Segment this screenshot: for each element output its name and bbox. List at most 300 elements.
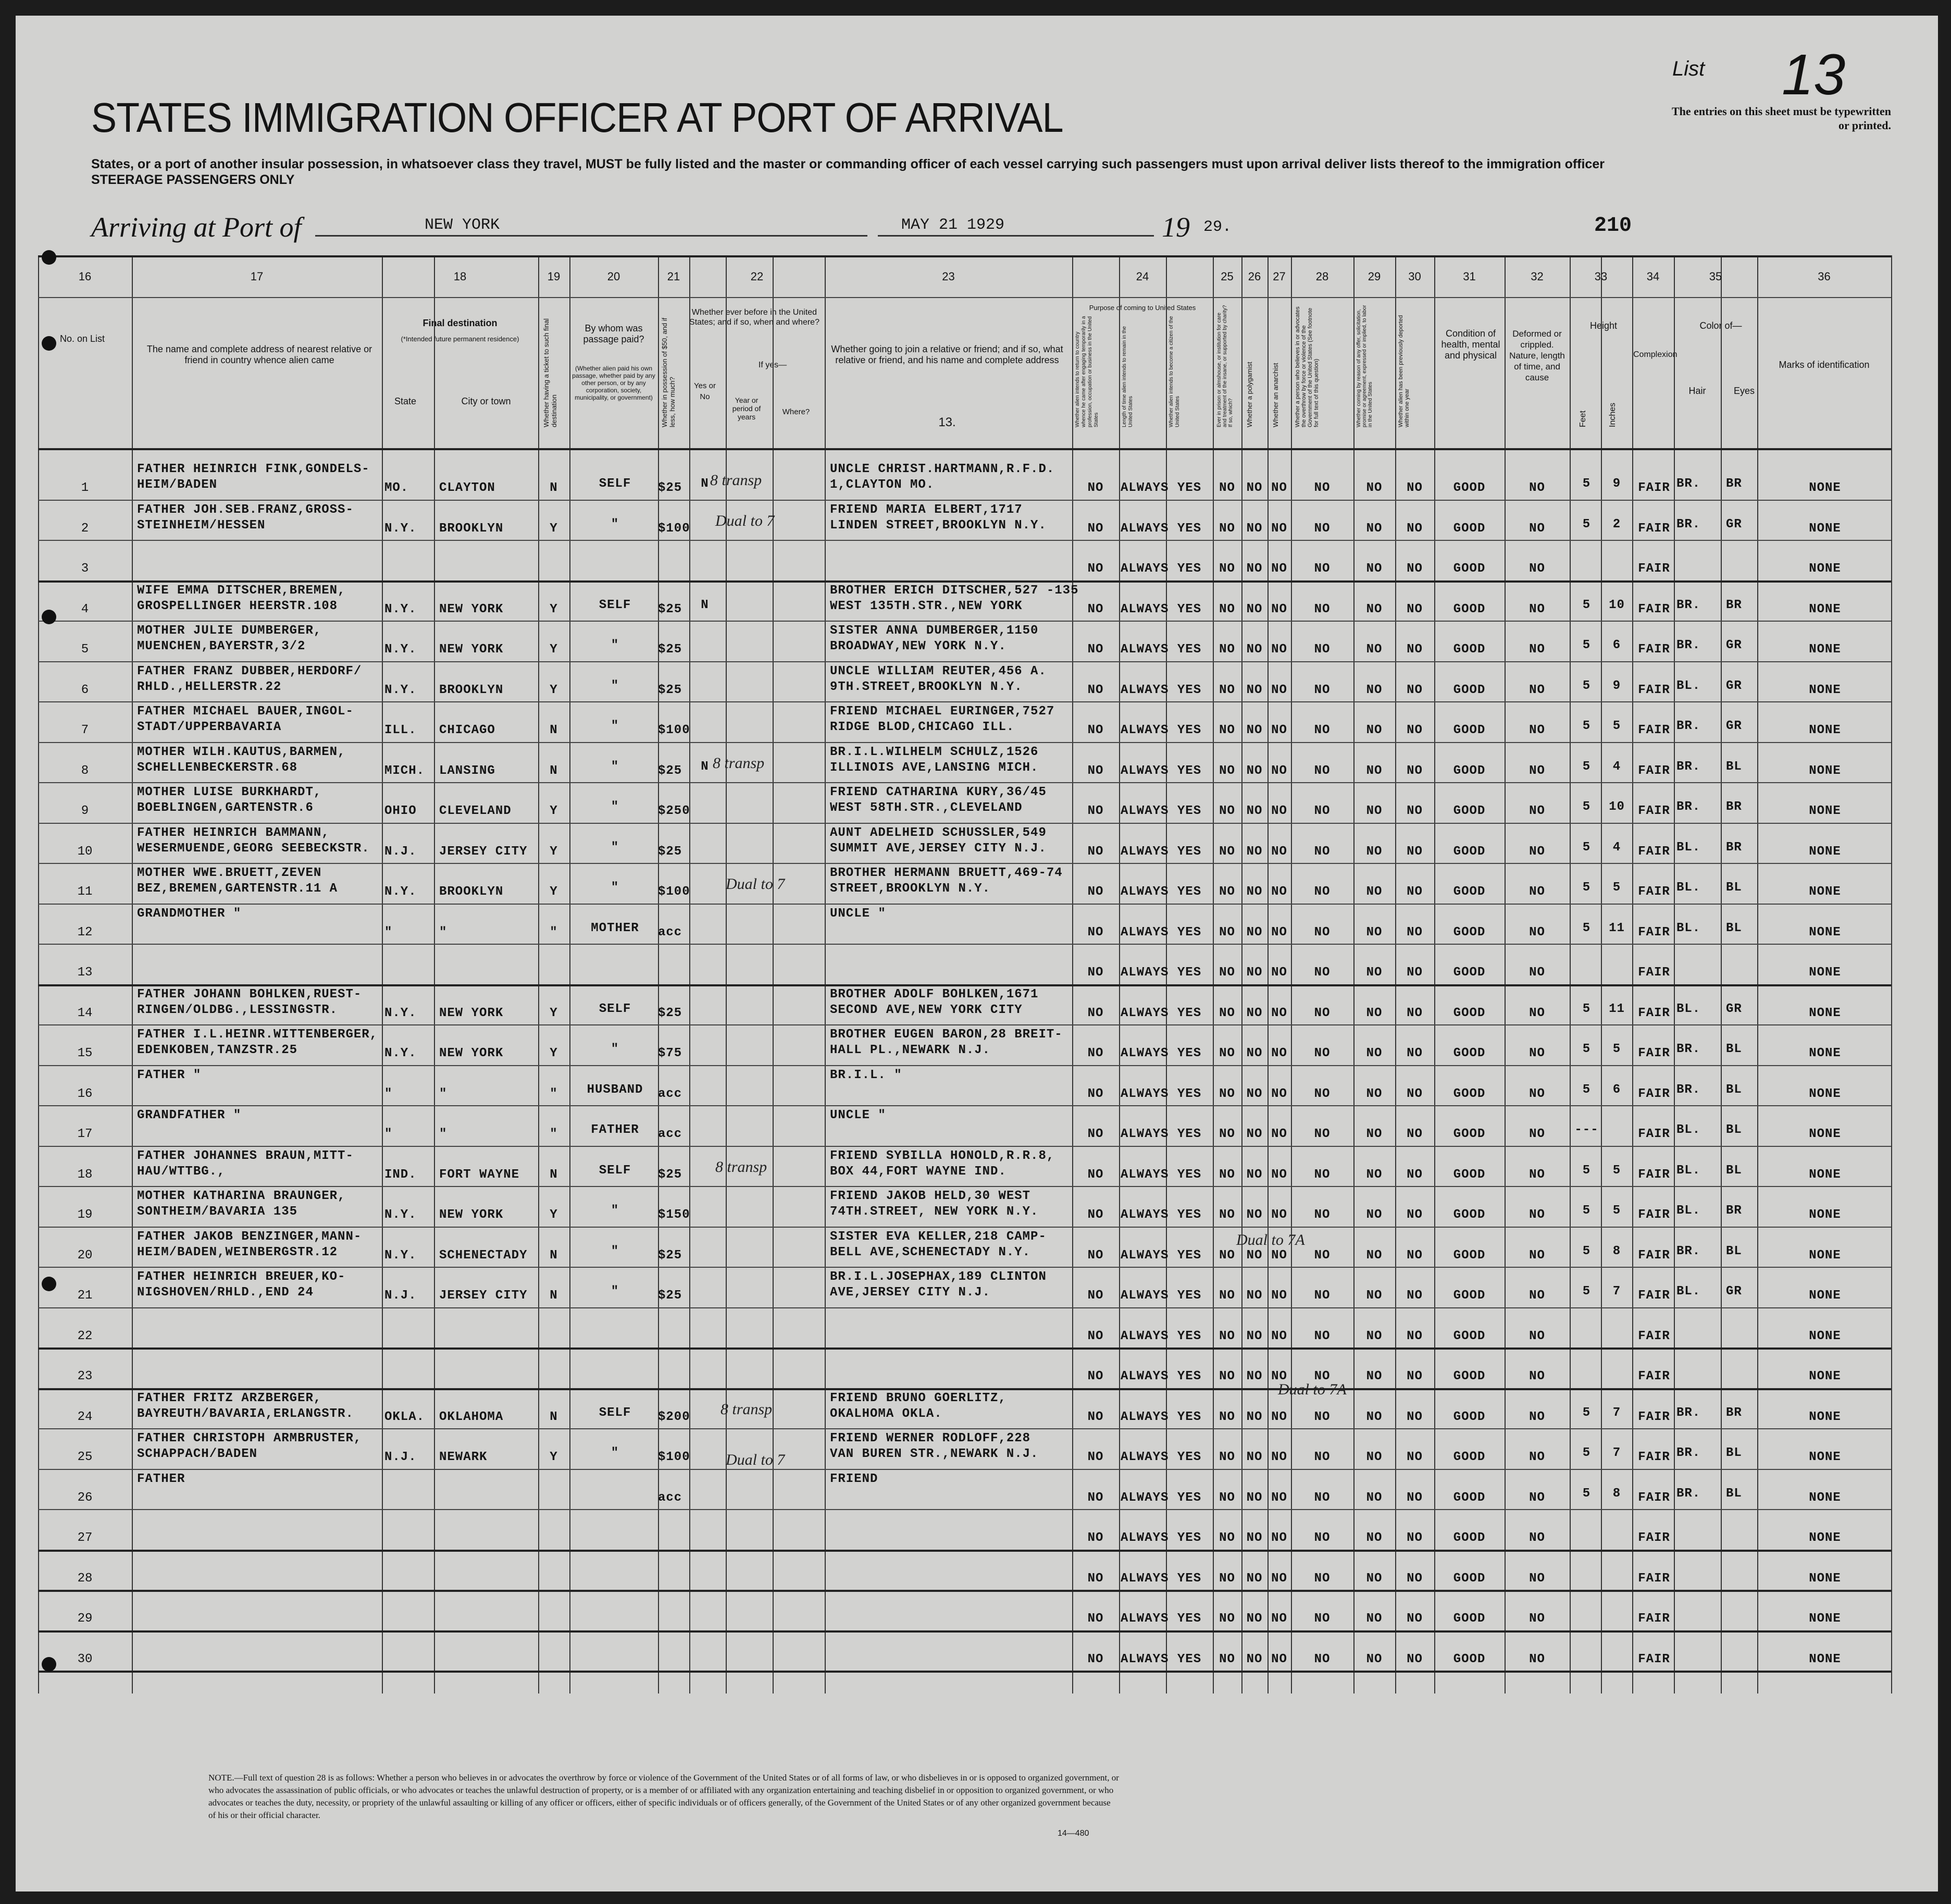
- length-of-stay: ALWAYS: [1121, 1652, 1169, 1666]
- deported-value: NO: [1407, 1006, 1423, 1020]
- relative-address: RINGEN/OLDBG.,LESSINGSTR.: [137, 1003, 338, 1017]
- marks-value: NONE: [1809, 1248, 1841, 1263]
- return-intent: NO: [1087, 1208, 1104, 1222]
- col-header-money: Whether in possession of $50, and if less, how much?: [661, 317, 676, 427]
- health-value: GOOD: [1453, 1289, 1486, 1303]
- column-number: 16: [78, 270, 92, 283]
- return-intent: NO: [1087, 1046, 1104, 1060]
- citizenship-intent: YES: [1177, 1167, 1202, 1182]
- joining-relative: ILLINOIS AVE,LANSING MICH.: [830, 760, 1039, 775]
- deformed-value: NO: [1529, 1329, 1545, 1343]
- overthrow-value: NO: [1314, 1329, 1331, 1343]
- complexion-value: FAIR: [1638, 481, 1670, 495]
- col-header-no: No. on List: [59, 333, 105, 344]
- col-header-destination: Final destination: [422, 318, 498, 328]
- complexion-value: FAIR: [1638, 1046, 1670, 1060]
- height-inches: 4: [1612, 759, 1621, 774]
- eye-color: BR: [1726, 477, 1742, 491]
- complexion-value: FAIR: [1638, 1127, 1670, 1141]
- destination-state: ": [384, 925, 393, 939]
- destination-city: JERSEY CITY: [439, 1289, 528, 1303]
- destination-city: NEW YORK: [439, 1046, 504, 1060]
- joining-relative: BR.I.L. ": [830, 1068, 902, 1082]
- overthrow-value: NO: [1314, 1127, 1331, 1141]
- overthrow-value: NO: [1314, 925, 1331, 939]
- health-value: GOOD: [1453, 1248, 1486, 1263]
- polygamist-value: NO: [1246, 1006, 1263, 1020]
- length-of-stay: ALWAYS: [1121, 1490, 1169, 1505]
- binder-hole: [42, 250, 56, 265]
- deported-value: NO: [1407, 1612, 1423, 1626]
- destination-state: N.J.: [384, 1450, 417, 1464]
- offer-value: NO: [1366, 1167, 1383, 1182]
- relative-address: FATHER JOHANN BOHLKEN,RUEST-: [137, 987, 362, 1002]
- polygamist-value: NO: [1246, 1248, 1263, 1263]
- prison-value: NO: [1219, 804, 1235, 818]
- column-number: 21: [667, 270, 680, 283]
- length-of-stay: ALWAYS: [1121, 562, 1169, 576]
- length-of-stay: ALWAYS: [1121, 1086, 1169, 1101]
- health-value: GOOD: [1453, 1450, 1486, 1464]
- year-prefix: 19: [1162, 212, 1190, 243]
- deformed-value: NO: [1529, 1571, 1545, 1586]
- hair-color: BR.: [1676, 477, 1701, 491]
- health-value: GOOD: [1453, 1046, 1486, 1060]
- deformed-value: NO: [1529, 844, 1545, 859]
- destination-city: BROOKLYN: [439, 885, 504, 899]
- handwritten-annotation: Dual to 7A: [1278, 1381, 1347, 1398]
- row-rule: [38, 661, 1891, 662]
- offer-value: NO: [1366, 966, 1383, 980]
- height-feet: 5: [1582, 1284, 1591, 1299]
- offer-value: NO: [1366, 481, 1383, 495]
- ticket-value: N: [550, 1410, 558, 1424]
- polygamist-value: NO: [1246, 1289, 1263, 1303]
- joining-relative: VAN BUREN STR.,NEWARK N.J.: [830, 1447, 1039, 1461]
- relative-address: FATHER CHRISTOPH ARMBRUSTER,: [137, 1431, 362, 1445]
- before-us-value: N: [701, 598, 709, 612]
- relative-address: FATHER: [137, 1472, 185, 1486]
- height-feet: 5: [1582, 881, 1591, 895]
- col-header-complexion: Complexion: [1633, 350, 1677, 359]
- citizenship-intent: YES: [1177, 885, 1202, 899]
- prison-value: NO: [1219, 481, 1235, 495]
- deformed-value: NO: [1529, 1289, 1545, 1303]
- complexion-value: FAIR: [1638, 642, 1670, 657]
- joining-relative: RIDGE BLOD,CHICAGO ILL.: [830, 720, 1015, 734]
- deformed-value: NO: [1529, 1046, 1545, 1060]
- ticket-value: Y: [550, 521, 558, 536]
- eye-color: BL: [1726, 1163, 1742, 1178]
- eye-color: BL: [1726, 759, 1742, 774]
- polygamist-value: NO: [1246, 1329, 1263, 1343]
- col-header-destination-note: (*Intended future permanent residence): [401, 335, 519, 343]
- overthrow-value: NO: [1314, 1086, 1331, 1101]
- joining-relative: LINDEN STREET,BROOKLYN N.Y.: [830, 518, 1047, 533]
- money-value: $200: [658, 1410, 690, 1424]
- deformed-value: NO: [1529, 1410, 1545, 1424]
- relative-address: WESERMUENDE,GEORG SEEBECKSTR.: [137, 841, 370, 856]
- deported-value: NO: [1407, 521, 1423, 536]
- col-header-polygamist: Whether a polygamist: [1246, 362, 1253, 427]
- length-of-stay: ALWAYS: [1121, 925, 1169, 939]
- offer-value: NO: [1366, 1369, 1383, 1383]
- anarchist-value: NO: [1271, 1127, 1287, 1141]
- deformed-value: NO: [1529, 1531, 1545, 1545]
- hair-color: BR.: [1676, 638, 1701, 652]
- citizenship-intent: YES: [1177, 1248, 1202, 1263]
- offer-value: NO: [1366, 562, 1383, 576]
- eye-color: GR: [1726, 678, 1742, 693]
- prison-value: NO: [1219, 521, 1235, 536]
- polygamist-value: NO: [1246, 1410, 1263, 1424]
- joining-relative: FRIEND SYBILLA HONOLD,R.R.8,: [830, 1148, 1055, 1163]
- money-value: $25: [658, 844, 682, 859]
- polygamist-value: NO: [1246, 521, 1263, 536]
- complexion-value: FAIR: [1638, 1289, 1670, 1303]
- column-number: 30: [1408, 270, 1421, 283]
- length-of-stay: ALWAYS: [1121, 683, 1169, 697]
- col-header-feet: Feet: [1579, 410, 1587, 427]
- citizenship-intent: YES: [1177, 925, 1202, 939]
- complexion-value: FAIR: [1638, 1006, 1670, 1020]
- col-header-relative: The name and complete address of nearest relative or friend in country whence alien came: [146, 344, 372, 365]
- height-feet: 5: [1582, 921, 1591, 935]
- marks-value: NONE: [1809, 723, 1841, 737]
- deformed-value: NO: [1529, 804, 1545, 818]
- money-value: $25: [658, 602, 682, 616]
- handwritten-annotation: 8 transp: [713, 754, 765, 772]
- subtitle-line-1: States, or a port of another insular possession, in whatsoever class they travel, MUST be fully listed and the master or commanding officer of each vessel carrying such passengers must upon arrival deliver lists thereof to the immigration officer: [91, 157, 1605, 171]
- column-rule: [689, 255, 690, 1693]
- column-rule: [1757, 255, 1758, 1693]
- destination-state: OHIO: [384, 804, 417, 818]
- prison-value: NO: [1219, 885, 1235, 899]
- column-number: 31: [1463, 270, 1476, 283]
- row-rule: [38, 782, 1891, 783]
- col-header-health: Condition of health, mental and physical: [1441, 328, 1500, 361]
- prison-value: NO: [1219, 1127, 1235, 1141]
- polygamist-value: NO: [1246, 966, 1263, 980]
- polygamist-value: NO: [1246, 683, 1263, 697]
- polygamist-value: NO: [1246, 1531, 1263, 1545]
- col-header-anarchist: Whether an anarchist: [1272, 363, 1279, 427]
- marks-value: NONE: [1809, 1652, 1841, 1666]
- eye-color: BL: [1726, 1446, 1742, 1460]
- marks-value: NONE: [1809, 1086, 1841, 1101]
- prison-value: NO: [1219, 1006, 1235, 1020]
- polygamist-value: NO: [1246, 1167, 1263, 1182]
- port-value: NEW YORK: [425, 216, 500, 234]
- footnote: NOTE.—Full text of question 28 is as follows: Whether a person who believes in or advocates the overthrow by force or violence of the Government of the United States or of all forms of law, or who disbelieves in or is opposed to organized government, or who advocates the assassination of public officials, or who advocates or teaches the unlawful destruction of property, or is a member of or affiliated with any organization entertaining and teaching disbelief in or opposition to organized government, or who advocates or teaches the duty, necessity, or propriety of the unlawful assaulting or killing of any officer or officers, either of specific individuals or of officers generally, of the Government of the United States or of any other organized government because of his or their official character.: [208, 1773, 1119, 1820]
- length-of-stay: ALWAYS: [1121, 885, 1169, 899]
- column-number: 25: [1221, 270, 1234, 283]
- deported-value: NO: [1407, 1369, 1423, 1383]
- subtitle-line-2: STEERAGE PASSENGERS ONLY: [91, 172, 295, 187]
- overthrow-value: NO: [1314, 1167, 1331, 1182]
- row-number: 14: [77, 1006, 93, 1020]
- height-inches: 9: [1612, 678, 1621, 693]
- row-rule: [38, 1509, 1891, 1510]
- joining-relative: UNCLE CHRIST.HARTMANN,R.F.D.: [830, 462, 1055, 476]
- row-number: 30: [77, 1652, 93, 1666]
- length-of-stay: ALWAYS: [1121, 481, 1169, 495]
- height-inches: 8: [1612, 1486, 1621, 1501]
- polygamist-value: NO: [1246, 1612, 1263, 1626]
- offer-value: NO: [1366, 1612, 1383, 1626]
- col-header-joining: Whether going to join a relative or friend; and if so, what relative or friend, and his name and complete address: [831, 344, 1063, 365]
- citizenship-intent: YES: [1177, 1531, 1202, 1545]
- prison-value: NO: [1219, 1248, 1235, 1263]
- money-value: $25: [658, 1006, 682, 1020]
- destination-state: N.J.: [384, 1289, 417, 1303]
- return-intent: NO: [1087, 1410, 1104, 1424]
- hair-color: BL.: [1676, 921, 1701, 935]
- anarchist-value: NO: [1271, 562, 1287, 576]
- column-number: 28: [1315, 270, 1329, 283]
- joining-relative: BROTHER ADOLF BOHLKEN,1671: [830, 987, 1039, 1002]
- return-intent: NO: [1087, 966, 1104, 980]
- row-number: 3: [81, 562, 89, 576]
- eye-color: BL: [1726, 921, 1742, 935]
- ticket-value: Y: [550, 1006, 558, 1020]
- height-feet: 5: [1582, 1405, 1591, 1420]
- destination-city: CHICAGO: [439, 723, 495, 737]
- length-of-stay: ALWAYS: [1121, 1167, 1169, 1182]
- destination-state: N.Y.: [384, 683, 417, 697]
- eye-color: BL: [1726, 1042, 1742, 1056]
- column-rule: [132, 255, 133, 1693]
- polygamist-value: NO: [1246, 844, 1263, 859]
- passage-paid-by: ": [611, 881, 619, 895]
- return-intent: NO: [1087, 562, 1104, 576]
- return-intent: NO: [1087, 885, 1104, 899]
- length-of-stay: ALWAYS: [1121, 602, 1169, 616]
- complexion-value: FAIR: [1638, 1086, 1670, 1101]
- citizenship-intent: YES: [1177, 1127, 1202, 1141]
- deformed-value: NO: [1529, 1006, 1545, 1020]
- marks-value: NONE: [1809, 804, 1841, 818]
- height-feet: 5: [1582, 598, 1591, 612]
- joining-relative: FRIEND MARIA ELBERT,1717: [830, 502, 1023, 517]
- passage-paid-by: ": [611, 719, 619, 733]
- relative-address: MUENCHEN,BAYERSTR,3/2: [137, 639, 306, 653]
- return-intent: NO: [1087, 925, 1104, 939]
- return-intent: NO: [1087, 683, 1104, 697]
- row-number: 29: [77, 1612, 93, 1626]
- health-value: GOOD: [1453, 1127, 1486, 1141]
- marks-value: NONE: [1809, 1167, 1841, 1182]
- complexion-value: FAIR: [1638, 723, 1670, 737]
- destination-state: IND.: [384, 1167, 417, 1182]
- row-rule: [38, 1105, 1891, 1106]
- row-number: 4: [81, 602, 89, 616]
- offer-value: NO: [1366, 804, 1383, 818]
- column-number: 19: [547, 270, 561, 283]
- relative-address: MOTHER WILH.KAUTUS,BARMEN,: [137, 745, 346, 759]
- relative-address: BAYREUTH/BAVARIA,ERLANGSTR.: [137, 1406, 354, 1421]
- row-number: 9: [81, 804, 89, 818]
- row-rule: [38, 255, 1891, 257]
- return-intent: NO: [1087, 1248, 1104, 1263]
- destination-city: NEWARK: [439, 1450, 488, 1464]
- prison-value: NO: [1219, 1289, 1235, 1303]
- height-feet: 5: [1582, 1163, 1591, 1178]
- prison-value: NO: [1219, 642, 1235, 657]
- joining-relative: 74TH.STREET, NEW YORK N.Y.: [830, 1205, 1039, 1219]
- health-value: GOOD: [1453, 925, 1486, 939]
- overthrow-value: NO: [1314, 683, 1331, 697]
- return-intent: NO: [1087, 763, 1104, 778]
- overthrow-value: NO: [1314, 723, 1331, 737]
- anarchist-value: NO: [1271, 1410, 1287, 1424]
- deported-value: NO: [1407, 1208, 1423, 1222]
- overthrow-value: NO: [1314, 763, 1331, 778]
- height-feet: 5: [1582, 1042, 1591, 1056]
- relative-address: SCHAPPACH/BADEN: [137, 1447, 258, 1461]
- relative-address: HEIM/BADEN,WEINBERGSTR.12: [137, 1245, 338, 1259]
- handwritten-annotation: Dual to 7A: [1236, 1231, 1305, 1248]
- binder-hole: [42, 1277, 56, 1291]
- health-value: GOOD: [1453, 562, 1486, 576]
- row-rule: [38, 1590, 1891, 1592]
- complexion-value: FAIR: [1638, 1612, 1670, 1626]
- prison-value: NO: [1219, 1208, 1235, 1222]
- eye-color: BR: [1726, 598, 1742, 612]
- money-value: $25: [658, 481, 682, 495]
- joining-relative: SECOND AVE,NEW YORK CITY: [830, 1003, 1023, 1017]
- height-inches: 9: [1612, 477, 1621, 491]
- height-feet: 5: [1582, 1244, 1591, 1258]
- health-value: GOOD: [1453, 1086, 1486, 1101]
- relative-address: FATHER HEINRICH FINK,GONDELS-: [137, 462, 370, 476]
- handwritten-annotation: Dual to 7: [715, 512, 775, 529]
- marks-value: NONE: [1809, 562, 1841, 576]
- row-rule: [38, 944, 1891, 945]
- page-title: STATES IMMIGRATION OFFICER AT PORT OF ARRIVAL: [91, 94, 1063, 141]
- prison-value: NO: [1219, 1652, 1235, 1666]
- prison-value: NO: [1219, 1450, 1235, 1464]
- health-value: GOOD: [1453, 1612, 1486, 1626]
- length-of-stay: ALWAYS: [1121, 1208, 1169, 1222]
- return-intent: NO: [1087, 804, 1104, 818]
- marks-value: NONE: [1809, 521, 1841, 536]
- row-rule: [38, 1428, 1891, 1429]
- row-number: 24: [77, 1410, 93, 1424]
- hair-color: BL.: [1676, 1163, 1701, 1178]
- column-number: 23: [942, 270, 955, 283]
- deformed-value: NO: [1529, 642, 1545, 657]
- money-value: $25: [658, 1167, 682, 1182]
- relative-address: FATHER I.L.HEINR.WITTENBERGER,: [137, 1028, 378, 1042]
- deformed-value: NO: [1529, 885, 1545, 899]
- relative-address: FATHER FRITZ ARZBERGER,: [137, 1391, 322, 1405]
- anarchist-value: NO: [1271, 1329, 1287, 1343]
- money-value: $25: [658, 763, 682, 778]
- destination-state: N.Y.: [384, 602, 417, 616]
- height-feet: 5: [1582, 759, 1591, 774]
- money-value: acc: [658, 1086, 682, 1101]
- column-rule: [825, 255, 826, 1693]
- joining-relative: WEST 58TH.STR.,CLEVELAND: [830, 801, 1023, 815]
- height-inches: 6: [1612, 1082, 1621, 1097]
- eye-color: BL: [1726, 881, 1742, 895]
- length-of-stay: ALWAYS: [1121, 1410, 1169, 1424]
- prison-value: NO: [1219, 925, 1235, 939]
- ticket-value: N: [550, 1248, 558, 1263]
- health-value: GOOD: [1453, 1410, 1486, 1424]
- offer-value: NO: [1366, 1329, 1383, 1343]
- money-value: $100: [658, 885, 690, 899]
- eye-color: BL: [1726, 1244, 1742, 1258]
- passage-paid-by: ": [611, 1244, 619, 1258]
- column-rule: [38, 255, 39, 1693]
- row-rule: [38, 1065, 1891, 1066]
- return-intent: NO: [1087, 1006, 1104, 1020]
- eye-color: BR: [1726, 1405, 1742, 1420]
- complexion-value: FAIR: [1638, 683, 1670, 697]
- anarchist-value: NO: [1271, 1490, 1287, 1505]
- row-rule: [38, 1630, 1891, 1633]
- joining-relative: 9TH.STREET,BROOKLYN N.Y.: [830, 679, 1023, 694]
- anarchist-value: NO: [1271, 1289, 1287, 1303]
- manifest-table: [38, 255, 1891, 1714]
- joining-relative: BR.I.L.JOSEPHAX,189 CLINTON: [830, 1270, 1047, 1284]
- anarchist-value: NO: [1271, 723, 1287, 737]
- deformed-value: NO: [1529, 1369, 1545, 1383]
- arriving-label: Arriving at Port of: [91, 212, 302, 243]
- row-number: 1: [81, 481, 89, 495]
- deformed-value: NO: [1529, 683, 1545, 697]
- hair-color: BR.: [1676, 1244, 1701, 1258]
- joining-relative: FRIEND MICHAEL EURINGER,7527: [830, 704, 1055, 719]
- offer-value: NO: [1366, 1410, 1383, 1424]
- destination-city: ": [439, 925, 448, 939]
- hair-color: BR.: [1676, 598, 1701, 612]
- height-inches: 5: [1612, 881, 1621, 895]
- destination-city: FORT WAYNE: [439, 1167, 520, 1182]
- deformed-value: NO: [1529, 1086, 1545, 1101]
- marks-value: NONE: [1809, 1046, 1841, 1060]
- deported-value: NO: [1407, 562, 1423, 576]
- marks-value: NONE: [1809, 885, 1841, 899]
- offer-value: NO: [1366, 642, 1383, 657]
- marks-value: NONE: [1809, 1612, 1841, 1626]
- deformed-value: NO: [1529, 723, 1545, 737]
- destination-city: NEW YORK: [439, 1208, 504, 1222]
- relative-address: GROSPELLINGER HEERSTR.108: [137, 599, 338, 613]
- height-inches: 6: [1612, 638, 1621, 652]
- joining-relative: BROTHER EUGEN BARON,28 BREIT-: [830, 1028, 1063, 1042]
- row-number: 22: [77, 1329, 93, 1343]
- year-suffix: 29.: [1203, 218, 1232, 236]
- height-inches: 4: [1612, 840, 1621, 855]
- joining-relative: UNCLE ": [830, 906, 886, 921]
- passage-paid-by: HUSBAND: [587, 1082, 643, 1097]
- destination-city: JERSEY CITY: [439, 844, 528, 859]
- polygamist-value: NO: [1246, 1127, 1263, 1141]
- marks-value: NONE: [1809, 1490, 1841, 1505]
- hair-color: BL.: [1676, 1284, 1701, 1299]
- prison-value: NO: [1219, 683, 1235, 697]
- health-value: GOOD: [1453, 1531, 1486, 1545]
- passage-paid-by: ": [611, 638, 619, 652]
- handwritten-annotation: 8 transp: [720, 1400, 773, 1418]
- polygamist-value: NO: [1246, 1571, 1263, 1586]
- ticket-value: ": [550, 925, 558, 939]
- passage-paid-by: SELF: [599, 1405, 631, 1420]
- offer-value: NO: [1366, 723, 1383, 737]
